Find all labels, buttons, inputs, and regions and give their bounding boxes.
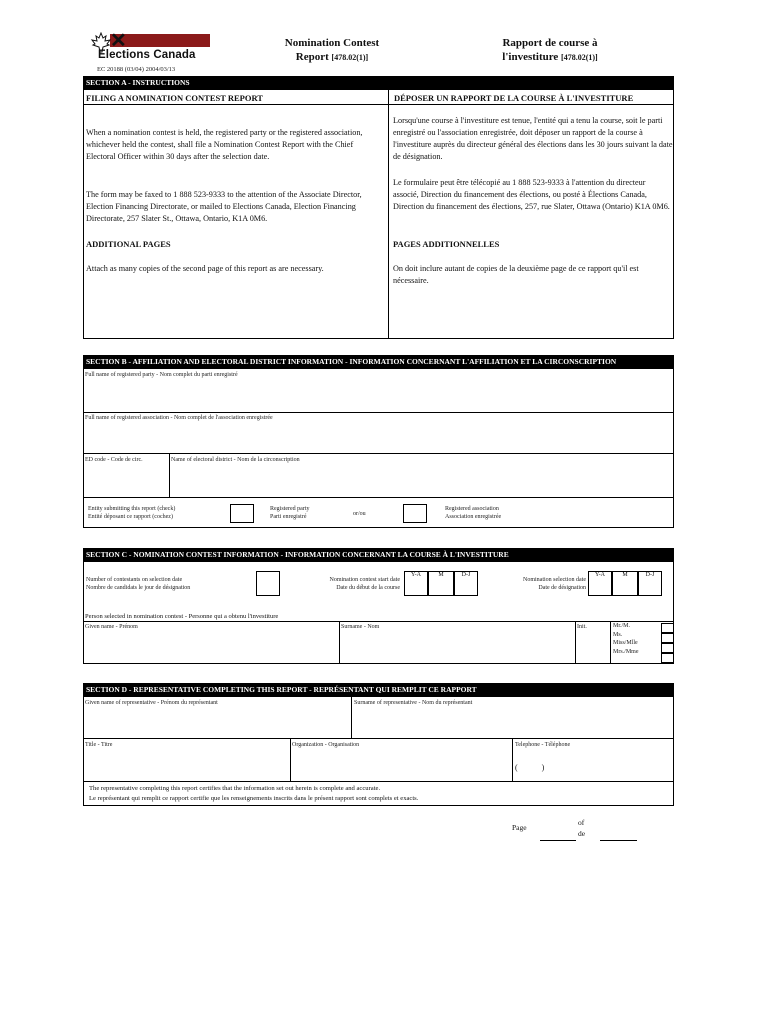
contestants-count-field[interactable] bbox=[256, 571, 280, 596]
start-date-year[interactable]: Y-A bbox=[404, 571, 428, 596]
ed-name-field[interactable] bbox=[171, 466, 671, 496]
rep-title-label: Title - Titre bbox=[85, 742, 113, 748]
association-name-field[interactable] bbox=[85, 424, 670, 452]
section-c-bar: SECTION C - NOMINATION CONTEST INFORMATION - INFORMATION CONCERNANT LA COURSE À L'INVESTITURE bbox=[83, 548, 674, 561]
title-options: Mr./M. Ms. Miss/Mlle Mrs./Mme bbox=[613, 623, 639, 655]
party-name-label: Full name of registered party - Nom complet du parti enregistré bbox=[85, 372, 238, 378]
fr-para-2: Le formulaire peut être télécopié au 1 888 523-9333 à l'attention du directeur associé, Direction du financement des élections, ou posté à Élections Canada, Direction du financement des élections, 257, rue Slater, Ottawa (Ontario) K1A 0M6. bbox=[393, 178, 670, 211]
ed-code-field[interactable] bbox=[85, 466, 167, 496]
en-para-2: The form may be faxed to 1 888 523-9333 to the attention of the Associate Director, Election Financing Directorate, or mailed to Elections Canada, Election Financing Directorate, 257 Slater St., Ottawa, Ontario, K1A 0M6. bbox=[86, 190, 362, 223]
rep-title-field[interactable] bbox=[86, 751, 286, 779]
fr-heading: DÉPOSER UN RAPPORT DE LA COURSE À L'INVESTITURE bbox=[394, 93, 634, 103]
form-code: EC 20188 (03/04) 2004/03/13 bbox=[97, 66, 176, 73]
of-label: of de bbox=[578, 818, 586, 838]
start-date-month[interactable]: M bbox=[428, 571, 454, 596]
rep-surname-field[interactable] bbox=[354, 709, 670, 736]
surname-label: Surname - Nom bbox=[341, 624, 380, 630]
section-d-bar: SECTION D - REPRESENTATIVE COMPLETING THIS REPORT - REPRÉSENTANT QUI REMPLIT CE RAPPORT bbox=[83, 683, 674, 696]
surname-field[interactable] bbox=[342, 632, 572, 662]
title-french: Rapport de course à l'investiture [478.02(1)] bbox=[502, 37, 598, 63]
party-name-field[interactable] bbox=[85, 380, 670, 410]
given-name-label: Given name - Prénom bbox=[85, 624, 138, 630]
given-name-field[interactable] bbox=[86, 632, 336, 662]
initial-label: Init. bbox=[577, 624, 587, 630]
association-name-label: Full name of registered association - Nom complet de l'association enregistrée bbox=[85, 415, 273, 421]
rep-organization-label: Organization - Organisation bbox=[292, 742, 360, 748]
section-b-bar: SECTION B - AFFILIATION AND ELECTORAL DISTRICT INFORMATION - INFORMATION CONCERNANT L'AFFILIATION ET LA CIRCONSCRIPTION bbox=[83, 355, 674, 368]
selection-date-year[interactable]: Y-A bbox=[588, 571, 612, 596]
fr-para-1: Lorsqu'une course à l'investiture est tenue, l'entité qui a tenu la course, soit le parti enregistré ou l'association enregistrée, doit déposer un rapport de la course à l'investiture auprès du directeur général des élections dans les 30 jours suivant la date de désignation. bbox=[393, 116, 673, 161]
title-english: Nomination Contest Report [478.02(1)] bbox=[284, 37, 380, 63]
ed-code-label: ED code - Code de circ. bbox=[85, 457, 143, 463]
registered-association-label: Registered association Association enregistrée bbox=[445, 506, 502, 520]
title-ms-checkbox[interactable] bbox=[661, 633, 674, 643]
or-label: or/ou bbox=[353, 511, 366, 517]
title-mrs-checkbox[interactable] bbox=[661, 653, 674, 663]
fr-additional-heading: PAGES ADDITIONNELLES bbox=[393, 239, 500, 249]
elections-canada-logo: ✕ Elections Canada bbox=[88, 32, 214, 66]
telephone-area-code[interactable]: ( ) bbox=[515, 763, 545, 772]
section-a-bar: SECTION A - INSTRUCTIONS bbox=[83, 76, 674, 89]
en-heading: FILING A NOMINATION CONTEST REPORT bbox=[86, 93, 263, 103]
registered-association-checkbox[interactable] bbox=[403, 504, 427, 523]
ed-name-label: Name of electoral district - Nom de la circonscription bbox=[171, 457, 300, 463]
en-para-1: When a nomination contest is held, the registered party or the registered association, whichever held the contest, shall file a Nomination Contest Report with the Chief Electoral Officer within 30 days after the selection date. bbox=[86, 128, 363, 161]
rep-given-name-field[interactable] bbox=[86, 709, 348, 736]
rep-given-name-label: Given name of representative - Prénom du représentant bbox=[85, 700, 218, 706]
registered-party-checkbox[interactable] bbox=[230, 504, 254, 523]
start-date-day[interactable]: D-J bbox=[454, 571, 478, 596]
rep-organization-field[interactable] bbox=[293, 751, 509, 779]
selection-date-label: Nomination selection date Date de désignation bbox=[523, 577, 586, 591]
initial-field[interactable] bbox=[578, 632, 608, 662]
title-mr-checkbox[interactable] bbox=[661, 623, 674, 633]
selection-date-month[interactable]: M bbox=[612, 571, 638, 596]
fr-additional-text: On doit inclure autant de copies de la deuxième page de ce rapport qu'il est nécessaire. bbox=[393, 264, 639, 285]
certification-text: The representative completing this report certifies that the information set out herein is complete and accurate. Le représentant qui remplit ce rapport certifie que les renseignements inscrits dans le présent rapport sont complets et exacts. bbox=[89, 785, 419, 802]
title-miss-checkbox[interactable] bbox=[661, 643, 674, 653]
en-additional-text: Attach as many copies of the second page of this report as are necessary. bbox=[86, 264, 324, 273]
en-additional-heading: ADDITIONAL PAGES bbox=[86, 239, 171, 249]
selection-date-day[interactable]: D-J bbox=[638, 571, 662, 596]
registered-party-label: Registered party Parti enregistré bbox=[270, 506, 310, 520]
person-selected-label: Person selected in nomination contest - Personne qui a obtenu l'investiture bbox=[85, 613, 279, 620]
start-date-label: Nomination contest start date Date du début de la course bbox=[329, 577, 400, 591]
logo-wordmark: Elections Canada bbox=[98, 49, 196, 61]
page-label: Page bbox=[512, 823, 527, 832]
contestants-label: Number of contestants on selection date Nombre de candidats le jour de désignation bbox=[86, 577, 191, 591]
entity-label: Entity submitting this report (check) Entité déposant ce rapport (cochez) bbox=[88, 506, 176, 520]
rep-telephone-label: Telephone - Téléphone bbox=[515, 742, 571, 748]
rep-surname-label: Surname of representative - Nom du représentant bbox=[354, 700, 473, 706]
